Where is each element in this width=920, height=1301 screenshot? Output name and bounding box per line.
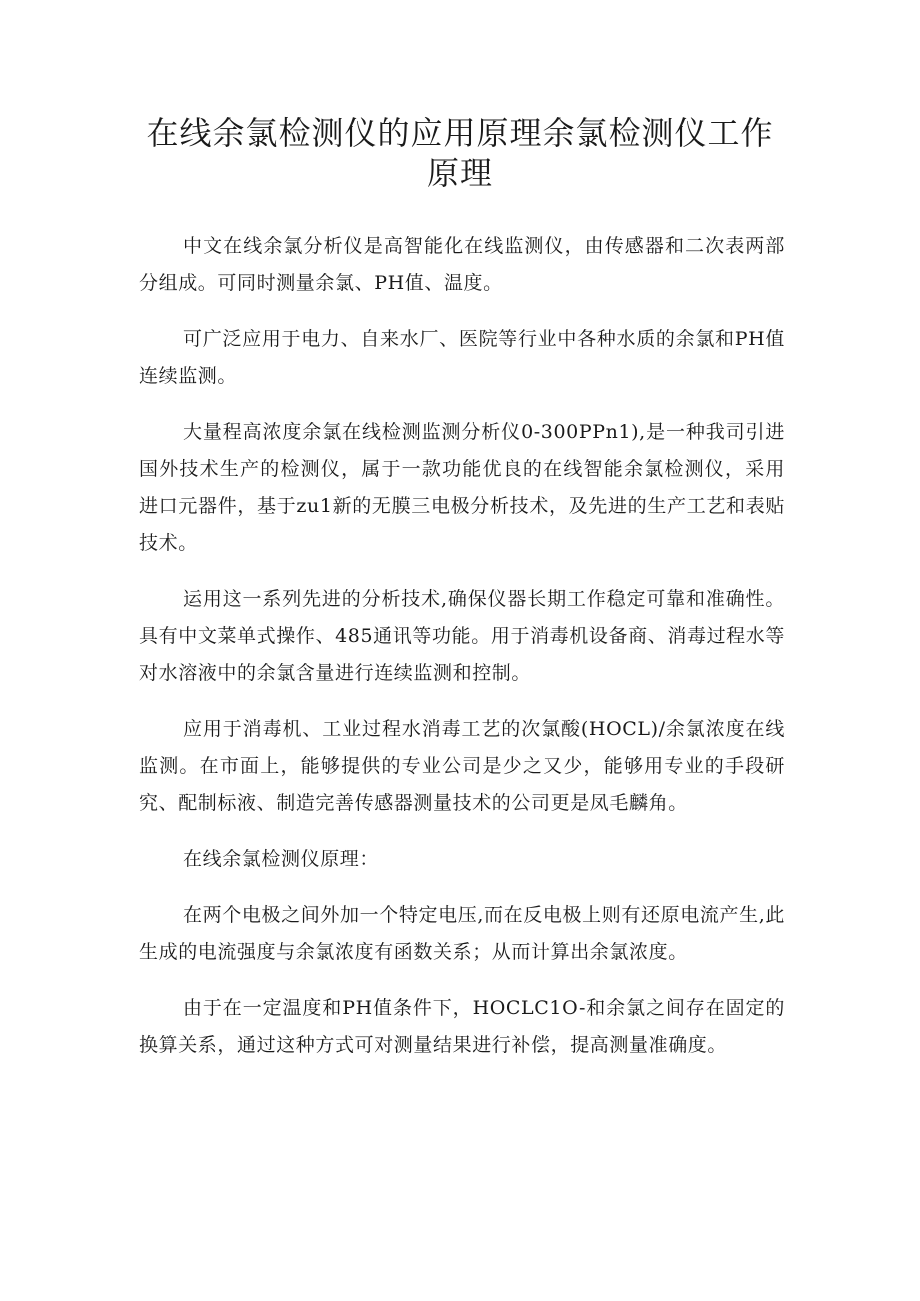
- page-title: 在线余氯检测仪的应用原理余氯检测仪工作原理: [146, 114, 774, 192]
- paragraph-compensation: 由于在一定温度和PH值条件下，HOCLC1O-和余氯之间存在固定的换算关系，通过这种方式可对测量结果进行补偿，提高测量准确度。: [139, 997, 785, 1056]
- paragraph-disinfection-use: 应用于消毒机、工业过程水消毒工艺的次氯酸(HOCL)/余氯浓度在线监测。在市面上，能够提供的专业公司是少之又少，能够用专业的手段研究、配制标液、制造完善传感器测量技术的公司更是凤毛麟角。: [139, 718, 785, 814]
- paragraph-principle: 在两个电极之间外加一个特定电压,而在反电极上则有还原电流产生,此生成的电流强度与余氯浓度有函数关系；从而计算出余氯浓度。: [139, 904, 785, 963]
- paragraph-intro: 中文在线余氯分析仪是高智能化在线监测仪，由传感器和二次表两部分组成。可同时测量余氯、PH值、温度。: [139, 235, 785, 294]
- paragraph-applications: 可广泛应用于电力、自来水厂、医院等行业中各种水质的余氯和PH值连续监测。: [139, 328, 785, 387]
- paragraph-technology: 运用这一系列先进的分析技术,确保仪器长期工作稳定可靠和准确性。具有中文菜单式操作、485通讯等功能。用于消毒机设备商、消毒过程水等对水溶液中的余氯含量进行连续监测和控制。: [139, 588, 785, 684]
- document-body: [139, 228, 785, 1083]
- paragraph-principle-heading: 在线余氯检测仪原理：: [183, 848, 380, 870]
- paragraph-high-range-analyzer: 大量程高浓度余氯在线检测监测分析仪0-300PPn1),是一种我司引进国外技术生产的检测仪，属于一款功能优良的在线智能余氯检测仪，采用进口元器件，基于zu1新的无膜三电极分析技术，及先进的生产工艺和表贴技术。: [139, 421, 785, 554]
